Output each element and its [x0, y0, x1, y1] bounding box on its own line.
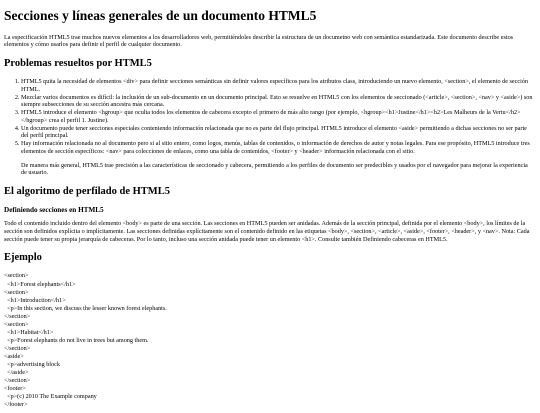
example-heading: Ejemplo	[4, 252, 42, 264]
list-item: 2. Mezclar varios documentos es difícil: la inclusión de un sub-documento en un documento principal. Esto se resuelve en HTML5 con los elementos de seccionado (<article>, <section>, <nav> y <aside>) son siempre subsecciones de su sección ancestra más cercana.	[21, 94, 534, 110]
problems-heading: Problemas resueltos por HTML5	[4, 58, 152, 70]
example-code: <section> <h1>Forest elephants</h1> <section> <h1>Introduction</h1> <p>In this section, we discuss the lesser known forest elephants. </section> <section> <h1>Habitat</h1> <p>Forest elephants do not live in trees but among them. </section> <aside> <p>advertising block </aside> </section> <footer> <p>(c) 2010 The Example company </footer>	[4, 272, 167, 409]
algorithm-paragraph: Todo el contenido incluido dentro del elemento <body> es parte de una sección. Las secciones en HTML5 pueden ser anidadas. Además de la sección principal, definida por el elemento <body>, los límites de la sección son definidos explícita o implícitamente. Las secciones definidas explícitamente son el contenido definido en las etiquetas <body>, <section>, <article>, <aside>, <footer>, <header>, y <nav>. Nota: Cada sección puede tener su propia jerarquía de cabeceras. Por lo tanto, incluso una sección anidada puede tener un elemento <h1>. Consulte también Definiendo cabeceras en HTML5.	[4, 220, 530, 243]
algorithm-heading: El algoritmo de perfilado de HTML5	[4, 186, 170, 198]
problems-list	[4, 78, 534, 156]
list-item: 4. Un documento puede tener secciones especiales conteniendo información relacionada que no es parte del flujo principal. HTML5 introduce el elemento <aside> permitiendo a dichas secciones no ser parte del perfil principal.	[21, 125, 534, 141]
summary-quote: De manera más general, HTML5 trae precisión a las características de seccionado y cabecera, permitiendo a los perfiles de documento ser predecibles y usados por el navegador para mejorar la experiencia de usuario.	[21, 161, 528, 177]
intro-paragraph: La especificación HTML5 trae muchos nuevos elementos a los desarrolladores web, permitiéndoles describir la estructura de un documetno web con semántica estandarizada. Este documento describe estos elementos y cómo usarlos para definir el perfil de cualquier documento.	[4, 33, 514, 49]
document-page	[0, 8, 540, 410]
list-item: 1. HTML5 quita la necesidad de elementos <div> para definir secciones semánticas sin definir valores específicos para los atributos class, introduciendo un nuevo elemento, <section>, el elemento de sección HTML.	[21, 78, 534, 94]
algorithm-subheading: Definiendo secciones en HTML5	[4, 206, 104, 215]
list-item: 5. Hay información relacionada no al documento pero si al sitio entero, como logos, menús, tablas de contenidos, o información de derechos de autor y notas legales. Para ese propósito, HTML5 introduce tres elementos de sección específicos: <nav> para colecciones de enlaces, como una tabla de contenidos, <footer> y <header> información relacionada con el sitio.	[21, 140, 534, 156]
page-title: Secciones y líneas generales de un documento HTML5	[4, 8, 317, 23]
list-item: 3. HTML5 introduce el elemento <hgroup> que oculta todos los elementos de cabecera excepto el primero de más alto rango (por ejemplo, <hgroup><h1>Justine</h1><h2>Les Malheurs de la Vertu</h2></hgroup> crea el perfil 1. Justine).	[21, 109, 534, 125]
